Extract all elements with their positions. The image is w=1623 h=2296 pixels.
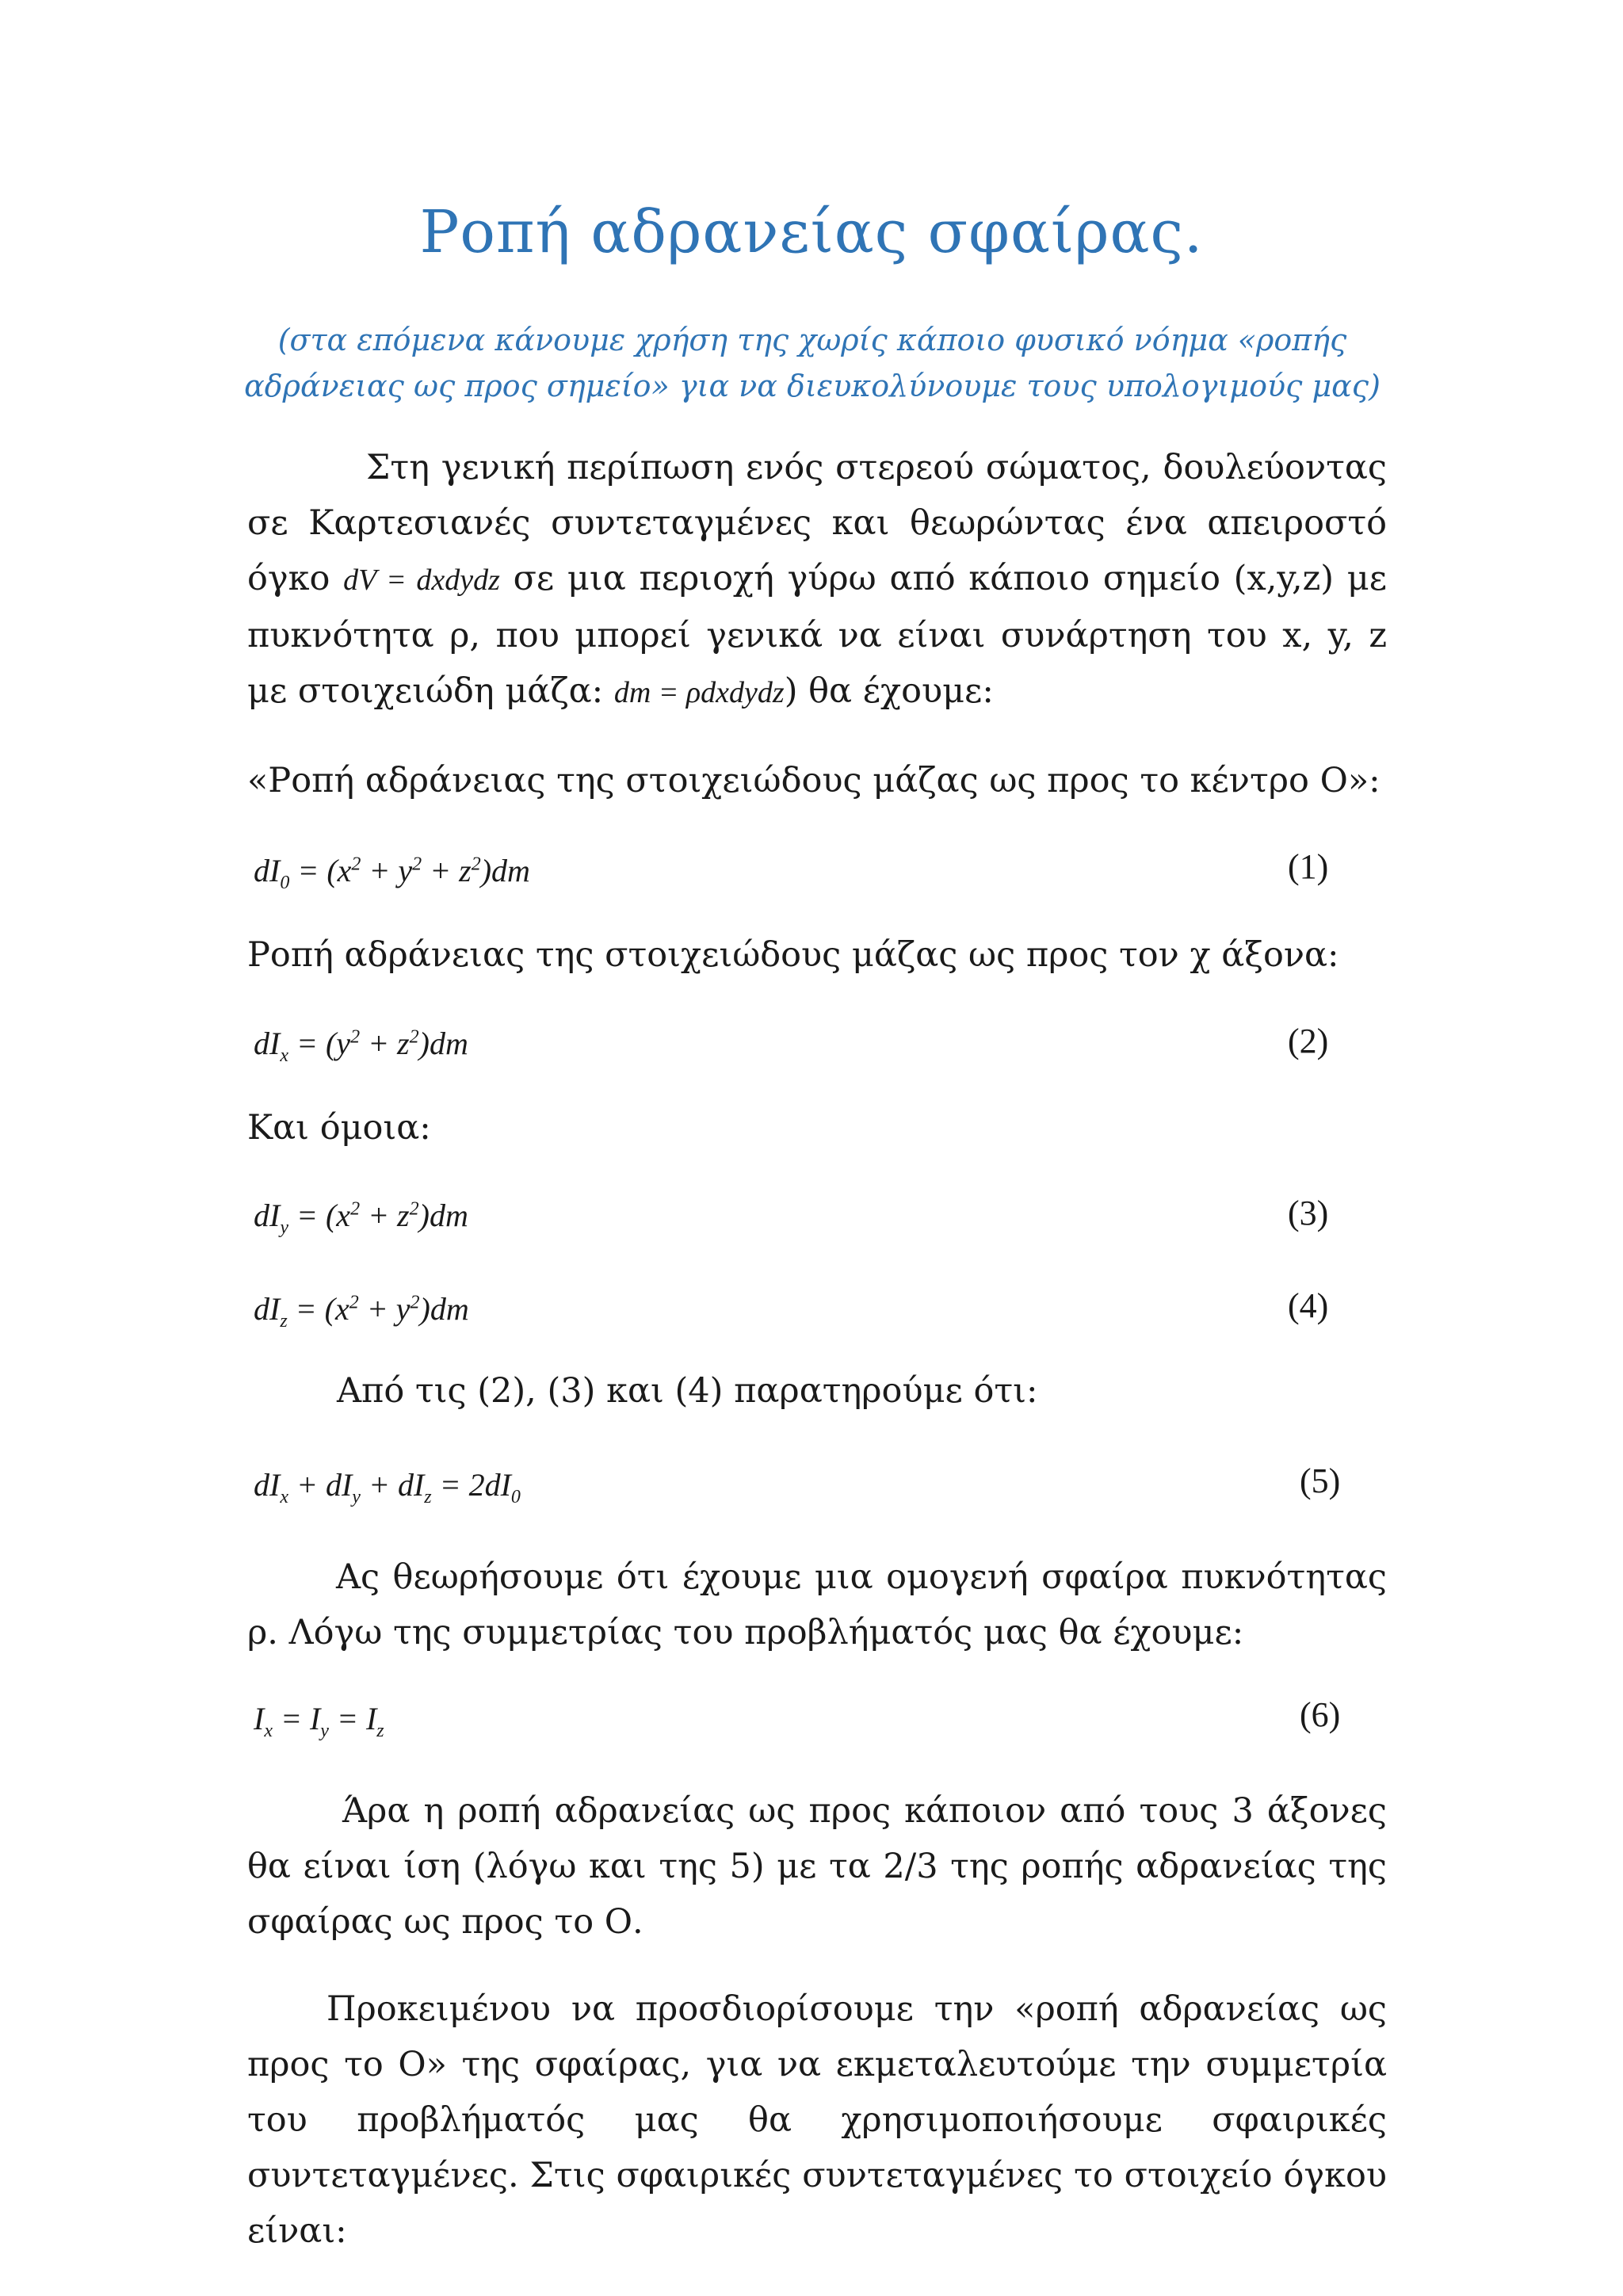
- equation-number-3: (3): [1288, 1194, 1329, 1232]
- intro-text-1: Στη γενική περίπωση ενός στερεού σώματος, δουλεύοντας σε Καρτεσιανές συντεταγμένες και θεωρώντας ένα απειροστό όγκο: [247, 448, 1387, 598]
- equation-number-5: (5): [1300, 1461, 1341, 1500]
- equation-5: $dI_x + dI_y + dI_z = 2dI_0$: [254, 1467, 521, 1507]
- equation-2: $dI_x = (y^2 + z^2)dm$: [254, 1026, 468, 1066]
- therefore-paragraph: Άρα η ροπή αδρανείας ως προς κάποιον από τους 3 άξονες θα είναι ίση (λόγω και της 5) με τα 2/3 της ροπής αδρανείας της σφαίρας ως προς το Ο.: [247, 1791, 1387, 1942]
- equation-number-1: (1): [1288, 847, 1329, 886]
- page-title: Ροπή αδρανείας σφαίρας.: [419, 198, 1204, 266]
- equation-number-4: (4): [1288, 1286, 1329, 1325]
- equation-1: $dI_0 = (x^2 + y^2 + z^2)dm$: [254, 853, 530, 893]
- equation-number-2: (2): [1288, 1022, 1329, 1060]
- label-observation: Από τις (2), (3) και (4) παρατηρούμε ότι:: [337, 1371, 1038, 1411]
- equation-3: $dI_y = (x^2 + z^2)dm$: [254, 1198, 468, 1238]
- mass-element-formula: dm = ρdxdydz: [613, 676, 785, 709]
- intro-text-3: ) θα έχουμε:: [784, 671, 994, 711]
- equation-4: $dI_z = (x^2 + y^2)dm$: [254, 1291, 469, 1331]
- intro-paragraph: [247, 440, 1387, 720]
- sphere-paragraph: Ας θεωρήσουμε ότι έχουμε μια ομογενή σφαίρα πυκνότητας ρ. Λόγω της συμμετρίας του προβλήματός μας θα έχουμε:: [247, 1557, 1387, 1652]
- label-center-moment: «Ροπή αδράνειας της στοιχειώδους μάζας ως προς το κέντρο Ο»:: [247, 761, 1381, 800]
- equation-6: $I_x = I_y = I_z$: [254, 1701, 384, 1741]
- equation-number-6: (6): [1300, 1695, 1341, 1734]
- volume-element-formula: dV = dxdydz: [343, 563, 500, 597]
- label-x-axis-moment: Ροπή αδράνειας της στοιχειώδους μάζας ως προς τον χ άξονα:: [247, 935, 1339, 975]
- spherical-coordinates-paragraph: Προκειμένου να προσδιορίσουμε την «ροπή αδρανείας ως προς το Ο» της σφαίρας, για να εκμεταλευτούμε την συμμετρία του προβλήματός μας θα χρησιμοποιήσουμε σφαιρικές συντεταγμένες. Στις σφαιρικές συντεταγμένες το στοιχείο όγκου είναι:: [247, 1989, 1387, 2251]
- subtitle-note: (στα επόμενα κάνουμε χρήση της χωρίς κάποιο φυσικό νόημα «ροπής αδράνειας ως προς σημείο» για να διευκολύνουμε τους υπολογιμούς μας): [244, 323, 1381, 403]
- intro-text-2: σε μια περιοχή γύρω από κάποιο σημείο (x,y,z) με πυκνότητα ρ, που μπορεί γενικά να είναι συνάρτηση του x, y, z με στοιχειώδη μάζα:: [247, 559, 1387, 711]
- label-similarly: Και όμοια:: [247, 1108, 431, 1148]
